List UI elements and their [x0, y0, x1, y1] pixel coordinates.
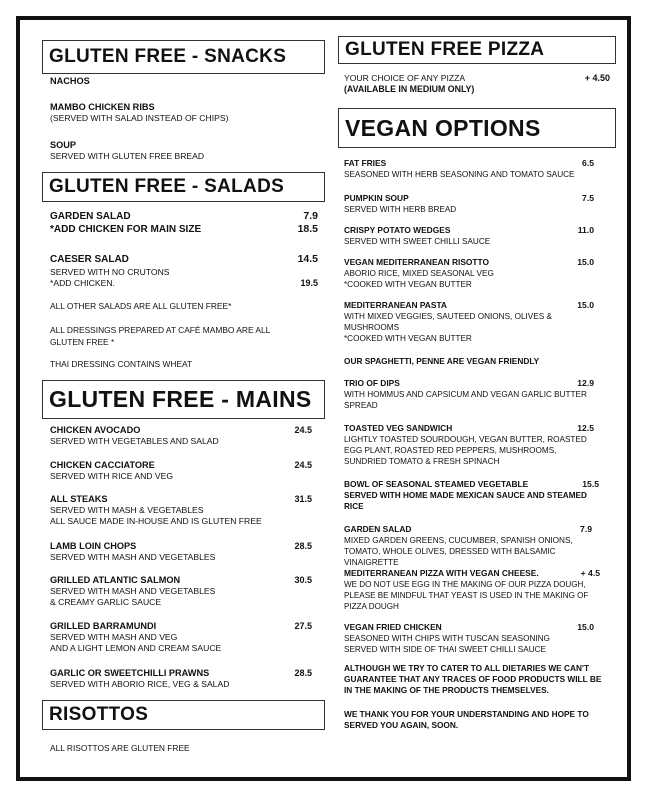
item-name: CAESER SALAD: [50, 254, 129, 265]
item-desc: PIZZA DOUGH: [344, 602, 399, 611]
item-desc: MIXED GARDEN GREENS, CUCUMBER, SPANISH ONIONS,: [344, 536, 573, 545]
item-desc: SERVED WITH MASH AND VEGETABLES: [50, 586, 216, 596]
pizza-desc: YOUR CHOICE OF ANY PIZZA: [344, 73, 466, 83]
item-price: 28.5: [294, 541, 312, 551]
dressings-note-line: GLUTEN FREE *: [50, 337, 115, 347]
item-desc: WITH MIXED VEGGIES, SAUTEED ONIONS, OLIVES &: [344, 312, 552, 321]
item-desc: SERVED WITH MASH AND VEGETABLES: [50, 552, 216, 562]
disclaimer-line: IN THE MAKING OF THE PRODUCTS THEMSELVES.: [344, 685, 549, 695]
item-price: 24.5: [294, 460, 312, 470]
item-name: TOASTED VEG SANDWICH: [344, 423, 453, 433]
vegan-menu-item-pizza: [344, 568, 600, 612]
item-name: PUMPKIN SOUP: [344, 193, 409, 203]
item-price: 7.5: [582, 193, 594, 203]
item-price: 15.0: [577, 257, 594, 267]
vegan-note: OUR SPAGHETTI, PENNE ARE VEGAN FRIENDLY: [344, 356, 540, 366]
item-price: + 4.5: [580, 568, 600, 578]
thai-dressing-note: THAI DRESSING CONTAINS WHEAT: [50, 359, 193, 369]
item-desc: *COOKED WITH VEGAN BUTTER: [344, 280, 472, 289]
vegan-menu-item: [344, 158, 594, 180]
vegan-menu-item: [344, 193, 594, 215]
item-desc: WITH HOMMUS AND CAPSICUM AND VEGAN GARLIC BUTTER: [344, 390, 587, 399]
item-desc: SERVED WITH NO CRUTONS: [50, 267, 170, 277]
item-desc: TOMATO, WHOLE OLIVES, DRESSED WITH BALSAMIC: [344, 547, 556, 556]
menu-item-chicken-cacciatore: [50, 460, 312, 482]
item-price: 15.5: [582, 479, 599, 489]
item-price: 7.9: [580, 524, 592, 534]
item-desc: AND A LIGHT LEMON AND CREAM SAUCE: [50, 643, 222, 653]
item-desc: SERVED WITH ABORIO RICE, VEG & SALAD: [50, 679, 230, 689]
menu-item-lamb-loin-chops: [50, 541, 312, 563]
vegan-menu-item: [344, 423, 594, 467]
item-name: CHICKEN AVOCADO: [50, 425, 141, 435]
item-name: LAMB LOIN CHOPS: [50, 541, 137, 551]
item-name: SOUP: [50, 140, 77, 150]
item-desc: SERVED WITH MASH & VEGETABLES: [50, 505, 204, 515]
item-desc: SPREAD: [344, 401, 378, 410]
item-price: 12.5: [577, 423, 594, 433]
menu-page: [16, 16, 631, 781]
salads-note: ALL OTHER SALADS ARE ALL GLUTEN FREE*: [50, 301, 232, 311]
item-name: BOWL OF SEASONAL STEAMED VEGETABLE: [344, 479, 529, 489]
item-name: VEGAN FRIED CHICKEN: [344, 622, 442, 632]
dressings-note-line: ALL DRESSINGS PREPARED AT CAFÉ MAMBO ARE ALL: [50, 325, 271, 335]
item-desc: SERVED WITH HOME MADE MEXICAN SAUCE AND STEAMED: [344, 491, 587, 500]
item-desc: SERVED WITH MASH AND VEG: [50, 632, 178, 642]
item-desc: SUNDRIED TOMATO & FRESH SPINACH: [344, 457, 500, 466]
vegan-menu-item: [344, 300, 594, 344]
menu-item-caeser-salad: [50, 254, 318, 289]
item-name: CRISPY POTATO WEDGES: [344, 225, 451, 235]
menu-item-nachos: [50, 76, 320, 87]
item-name: MEDITERRANEAN PIZZA WITH VEGAN CHEESE.: [344, 568, 539, 578]
item-price: 15.0: [577, 300, 594, 310]
item-price: 12.9: [577, 378, 594, 388]
item-desc: PLEASE BE MINDFUL THAT YEAST IS USED IN THE MAKING OF: [344, 591, 589, 600]
disclaimer-line: GUARANTEE THAT ANY TRACES OF FOOD PRODUCTS WILL BE: [344, 674, 602, 684]
item-name: FAT FRIES: [344, 158, 387, 168]
item-name: GARDEN SALAD: [50, 211, 131, 222]
vegan-menu-item: [344, 257, 594, 290]
item-desc: SEASONED WITH CHIPS WITH TUSCAN SEASONING: [344, 634, 550, 643]
item-name: GARDEN SALAD: [344, 524, 412, 534]
vegan-menu-item: [344, 378, 594, 411]
item-price: 7.9: [303, 210, 318, 222]
item-desc: (SERVED WITH SALAD INSTEAD OF CHIPS): [50, 113, 229, 123]
menu-item-chicken-ribs: [50, 102, 320, 124]
item-name: VEGAN MEDITERRANEAN RISOTTO: [344, 257, 490, 267]
item-name: NACHOS: [50, 76, 90, 86]
item-desc: SEASONED WITH HERB SEASONING AND TOMATO SAUCE: [344, 170, 575, 179]
risottos-header: RISOTTOS: [42, 700, 325, 730]
item-desc: SERVED WITH GLUTEN FREE BREAD: [50, 151, 205, 161]
snacks-header: GLUTEN FREE - SNACKS: [42, 40, 325, 74]
item-price: 27.5: [294, 621, 312, 631]
item-price: 15.0: [577, 622, 594, 632]
menu-item-prawns: [50, 668, 312, 690]
allergen-disclaimer: [344, 663, 616, 696]
item-desc: ABORIO RICE, MIXED SEASONAL VEG: [344, 269, 494, 278]
item-price: 24.5: [294, 425, 312, 435]
gluten-free-pizza-item: [344, 73, 610, 95]
item-desc: SERVED WITH SIDE OF THAI SWEET CHILLI SAUCE: [344, 645, 546, 654]
item-name: GRILLED BARRAMUNDI: [50, 621, 157, 631]
item-price: 6.5: [582, 158, 594, 168]
item-desc: SERVED WITH HERB BREAD: [344, 205, 457, 214]
vegan-menu-item-garden-salad: [344, 524, 592, 568]
item-price: 28.5: [294, 668, 312, 678]
dressings-note: [50, 324, 325, 348]
item-name: TRIO OF DIPS: [344, 378, 400, 388]
pizza-header: GLUTEN FREE PIZZA: [338, 36, 616, 64]
vegan-menu-item: [344, 225, 594, 247]
item-desc: VINAIGRETTE: [344, 558, 399, 567]
item-name: GRILLED ATLANTIC SALMON: [50, 575, 181, 585]
item-desc: SERVED WITH SWEET CHILLI SAUCE: [344, 237, 491, 246]
menu-item-atlantic-salmon: [50, 575, 312, 608]
item-addon-price: 18.5: [297, 223, 318, 235]
item-name: MEDITERRANEAN PASTA: [344, 300, 447, 310]
item-desc: SERVED WITH VEGETABLES AND SALAD: [50, 436, 219, 446]
salads-header: GLUTEN FREE - SALADS: [42, 172, 325, 202]
item-name: GARLIC OR SWEETCHILLI PRAWNS: [50, 668, 210, 678]
item-price: 11.0: [577, 225, 594, 235]
menu-item-garden-salad: [50, 211, 318, 235]
item-desc: *COOKED WITH VEGAN BUTTER: [344, 334, 472, 343]
thank-you-note: [344, 709, 616, 731]
menu-item-all-steaks: [50, 494, 312, 527]
disclaimer-line: ALTHOUGH WE TRY TO CATER TO ALL DIETARIES WE CAN'T: [344, 663, 590, 673]
item-name: CHICKEN CACCIATORE: [50, 460, 155, 470]
vegan-menu-item-fried-chicken: [344, 622, 594, 655]
item-name: MAMBO CHICKEN RIBS: [50, 102, 155, 112]
item-addon-price: 19.5: [300, 278, 318, 288]
item-price: 30.5: [294, 575, 312, 585]
mains-header: GLUTEN FREE - MAINS: [42, 380, 325, 419]
thanks-line: WE THANK YOU FOR YOUR UNDERSTANDING AND HOPE TO: [344, 709, 589, 719]
item-desc: MUSHROOMS: [344, 323, 400, 332]
item-price: 14.5: [297, 253, 318, 265]
item-desc: WE DO NOT USE EGG IN THE MAKING OF OUR PIZZA DOUGH,: [344, 580, 586, 589]
item-price: 31.5: [294, 494, 312, 504]
vegan-header: VEGAN OPTIONS: [338, 108, 616, 148]
item-addon: *ADD CHICKEN.: [50, 278, 115, 288]
menu-item-chicken-avocado: [50, 425, 312, 447]
item-desc: LIGHTLY TOASTED SOURDOUGH, VEGAN BUTTER, ROASTED: [344, 435, 587, 444]
item-desc: SERVED WITH RICE AND VEG: [50, 471, 174, 481]
pizza-availability: (AVAILABLE IN MEDIUM ONLY): [344, 84, 475, 94]
vegan-menu-item-bowl: [344, 479, 599, 512]
item-desc: EGG PLANT, ROASTED RED PEPPERS, MUSHROOMS,: [344, 446, 557, 455]
item-desc: ALL SAUCE MADE IN-HOUSE AND IS GLUTEN FREE: [50, 516, 262, 526]
item-name: ALL STEAKS: [50, 494, 108, 504]
thanks-line: SERVED YOU AGAIN, SOON.: [344, 720, 459, 730]
item-desc: & CREAMY GARLIC SAUCE: [50, 597, 162, 607]
pizza-price: + 4.50: [584, 73, 610, 83]
risottos-note: ALL RISOTTOS ARE GLUTEN FREE: [50, 743, 190, 753]
menu-item-soup: [50, 140, 320, 162]
menu-item-barramundi: [50, 621, 312, 654]
item-desc: RICE: [344, 502, 364, 511]
item-addon: *ADD CHICKEN FOR MAIN SIZE: [50, 224, 202, 235]
